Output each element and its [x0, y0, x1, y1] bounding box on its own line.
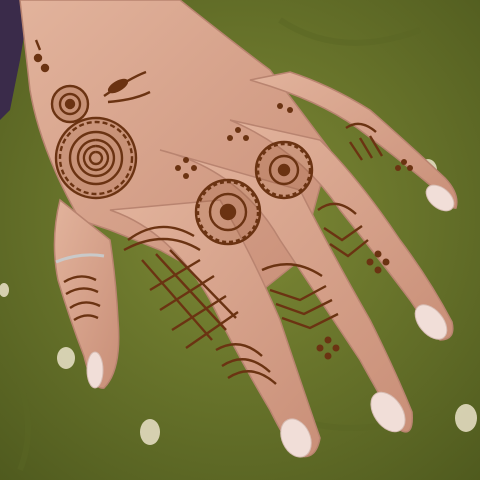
henna-flower-middle	[196, 180, 260, 244]
henna-spiral-flower	[56, 118, 136, 198]
henna-flower-ring-finger	[256, 142, 312, 198]
